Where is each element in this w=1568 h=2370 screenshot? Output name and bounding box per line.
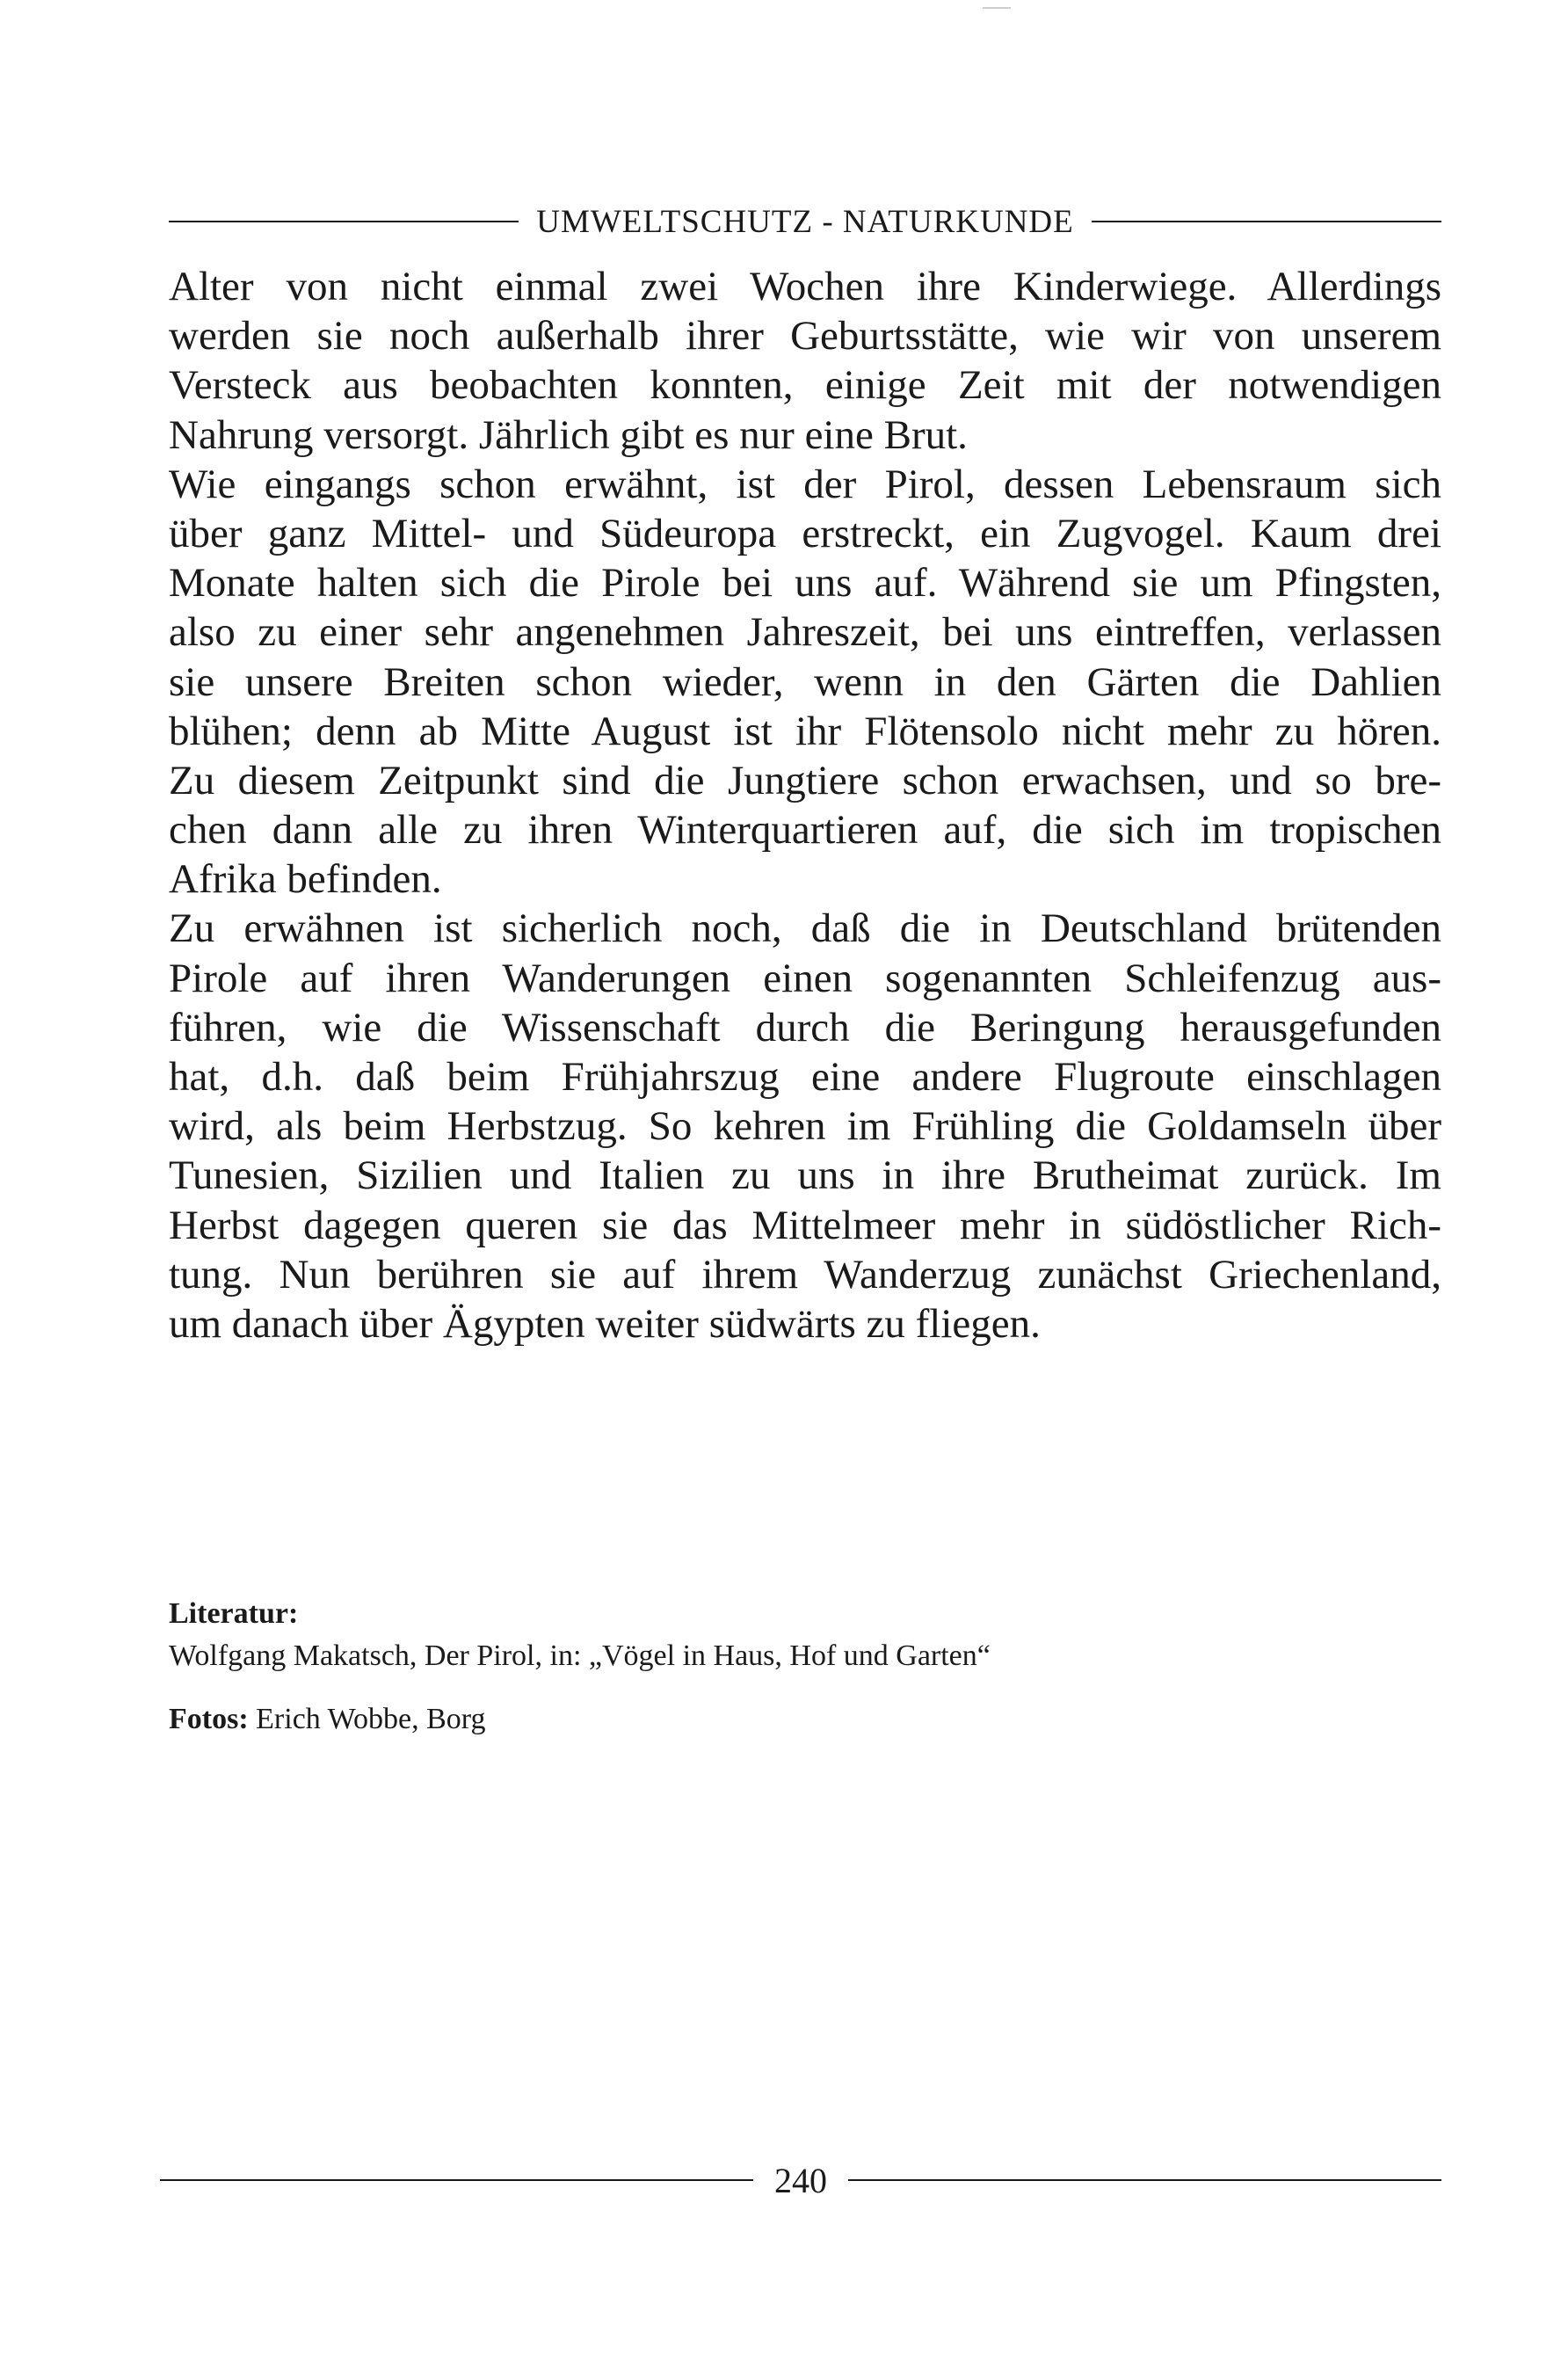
running-title: UMWELTSCHUTZ - NATURKUNDE — [536, 203, 1074, 240]
body-line: sie unsere Breiten schon wieder, wenn in den Gärten die Dahlien — [169, 658, 1441, 705]
body-line: führen, wie die Wissenschaft durch die Beringung herausgefunden — [169, 1004, 1441, 1051]
header-rule-left — [169, 221, 519, 222]
scan-edge-mark — [983, 7, 1011, 9]
body-line: um danach über Ägypten weiter südwärts zu fliegen. — [169, 1300, 1041, 1347]
body-line: Pirole auf ihren Wanderungen einen sogenannten Schleifenzug aus- — [169, 955, 1441, 1001]
body-line: hat, d.h. daß beim Frühjahrszug eine andere Flugroute einschlagen — [169, 1054, 1441, 1100]
body-line: blühen; denn ab Mitte August ist ihr Flötensolo nicht mehr zu hören. — [169, 708, 1441, 754]
photo-credit-name: Erich Wobbe, Borg — [256, 1703, 486, 1735]
body-line: Afrika befinden. — [169, 856, 442, 903]
footer-rule-left — [160, 2179, 753, 2181]
running-header — [169, 195, 1441, 248]
body-line: tung. Nun berühren sie auf ihrem Wanderzug zunächst Griechenland, — [169, 1251, 1441, 1298]
body-line: Tunesien, Sizilien und Italien zu uns in ihre Brutheimat zurück. Im — [169, 1152, 1441, 1199]
body-line: Wie eingangs schon erwähnt, ist der Pirol, dessen Lebensraum sich — [169, 461, 1441, 507]
body-line: Monate halten sich die Pirole bei uns auf. Während sie um Pfingsten, — [169, 560, 1441, 607]
body-line: Zu diesem Zeitpunkt sind die Jungtiere schon erwachsen, und so bre- — [169, 757, 1441, 803]
article-body — [169, 262, 1441, 1349]
body-line: chen dann alle zu ihren Winterquartieren auf, die sich im tropischen — [169, 807, 1441, 854]
body-line: Alter von nicht einmal zwei Wochen ihre Kinderwiege. Allerdings — [169, 264, 1441, 309]
body-line: also zu einer sehr angenehmen Jahreszeit, bei uns eintreffen, verlassen — [169, 609, 1441, 656]
header-rule-right — [1092, 221, 1441, 222]
photo-credit-label: Fotos: — [169, 1703, 249, 1735]
body-line: über ganz Mittel- und Südeuropa erstreckt, ein Zugvogel. Kaum drei — [169, 510, 1441, 556]
footer-rule-right — [848, 2179, 1441, 2181]
body-line: Zu erwähnen ist sicherlich noch, daß die in Deutschland brütenden — [169, 905, 1441, 952]
body-line: Nahrung versorgt. Jährlich gibt es nur eine Brut. — [169, 411, 968, 458]
photo-credit — [169, 1698, 1441, 1741]
body-line: wird, als beim Herbstzug. So kehren im Frühling die Goldamseln über — [169, 1103, 1441, 1150]
body-line: Herbst dagegen queren sie das Mittelmeer mehr in südöstlicher Rich- — [169, 1202, 1441, 1248]
page-number: 240 — [774, 2160, 827, 2200]
literature-label: Literatur: — [169, 1597, 299, 1630]
body-line: Versteck aus beobachten konnten, einige Zeit mit der notwendigen — [169, 362, 1441, 409]
body-line: werden sie noch außerhalb ihrer Geburtsstätte, wie wir von unserem — [169, 313, 1441, 360]
literature-section — [169, 1593, 1441, 1677]
literature-reference: Wolfgang Makatsch, Der Pirol, in: „Vögel in Haus, Hof und Garten“ — [169, 1639, 991, 1672]
page-footer — [160, 2156, 1441, 2205]
